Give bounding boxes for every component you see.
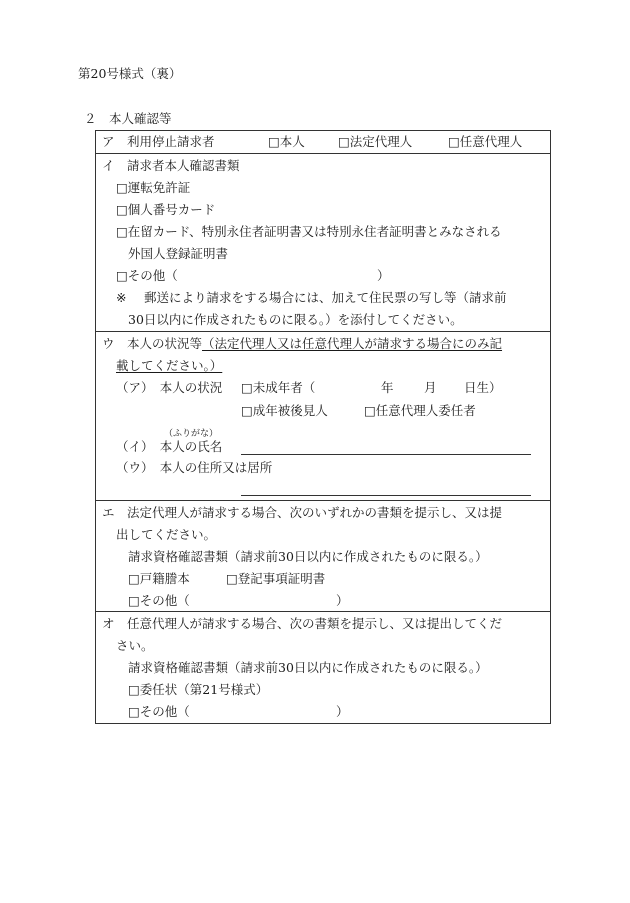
section-e bbox=[96, 500, 550, 608]
section-o-line1: オ 任意代理人が請求する場合、次の書類を提示し、又は提出してくだ bbox=[102, 616, 503, 631]
form-number: 第20号様式（裏） bbox=[78, 66, 182, 81]
checkbox-family-register[interactable]: □戸籍謄本 bbox=[128, 571, 190, 586]
section-o-line2: さい。 bbox=[116, 638, 154, 653]
section-e-line1: エ 法定代理人が請求する場合、次のいずれかの書類を提示し、又は提 bbox=[102, 505, 503, 520]
checkbox-my-number-card[interactable]: □個人番号カード bbox=[116, 202, 216, 217]
checkbox-principal[interactable]: □本人 bbox=[268, 134, 305, 149]
section-o-docs-title: 請求資格確認書類（請求前30日以内に作成されたものに限る。） bbox=[128, 660, 488, 675]
section-u-title: ウ 本人の状況等 bbox=[102, 336, 203, 351]
section-heading: ２ 本人確認等 bbox=[84, 111, 172, 126]
mail-note-line1: 郵送により請求をする場合には、加えて住民票の写し等（請求前 bbox=[144, 290, 507, 305]
address-field-line[interactable] bbox=[241, 495, 531, 496]
furigana-label: （ふりがな） bbox=[164, 429, 219, 439]
address-label: （ウ） 本人の住所又は居所 bbox=[116, 460, 273, 475]
section-i-title: イ 請求者本人確認書類 bbox=[102, 158, 240, 173]
birth-month-unit: 月 bbox=[424, 380, 437, 395]
checkbox-legal-agent[interactable]: □法定代理人 bbox=[338, 134, 413, 149]
section-e-docs-title: 請求資格確認書類（請求前30日以内に作成されたものに限る。） bbox=[128, 549, 488, 564]
name-label: （イ） 本人の氏名 bbox=[116, 439, 223, 454]
note-mark: ※ bbox=[116, 290, 127, 305]
section-e-line2: 出してください。 bbox=[116, 527, 217, 542]
other-doc-e-close: ） bbox=[336, 593, 349, 608]
checkbox-adult-ward[interactable]: □成年被後見人 bbox=[241, 403, 328, 418]
status-label: （ア） 本人の状況 bbox=[116, 380, 223, 395]
section-u bbox=[96, 331, 550, 475]
section-u-title-line1 bbox=[102, 336, 502, 352]
birth-year-unit: 年 bbox=[381, 380, 394, 395]
section-u-condition-2: 載してください。） bbox=[116, 358, 223, 373]
checkbox-other-id[interactable]: □その他（ bbox=[116, 268, 178, 283]
checkbox-other-doc-e[interactable]: □その他（ bbox=[128, 593, 190, 608]
checkbox-voluntary-agent[interactable]: □任意代理人 bbox=[448, 134, 523, 149]
checkbox-drivers-license[interactable]: □運転免許証 bbox=[116, 180, 191, 195]
other-doc-o-close: ） bbox=[336, 704, 349, 719]
checkbox-minor[interactable]: □未成年者（ bbox=[241, 380, 316, 395]
checkbox-other-doc-o[interactable]: □その他（ bbox=[128, 704, 190, 719]
checkbox-power-of-attorney[interactable]: □委任状（第21号様式） bbox=[128, 682, 269, 697]
section-i bbox=[96, 153, 550, 327]
checkbox-residence-card[interactable]: □在留カード、特別永住者証明書又は特別永住者証明書とみなされる bbox=[116, 224, 502, 239]
checkbox-registry-certificate[interactable]: □登記事項証明書 bbox=[226, 571, 326, 586]
other-id-close: ） bbox=[377, 268, 390, 283]
residence-card-continued: 外国人登録証明書 bbox=[128, 246, 229, 261]
name-field-line[interactable] bbox=[241, 454, 531, 455]
section-o bbox=[96, 611, 550, 719]
requester-type-label: ア 利用停止請求者 bbox=[102, 134, 215, 149]
identity-verification-table bbox=[95, 130, 551, 724]
mail-note-line2: 30日以内に作成されたものに限る。）を添付してください。 bbox=[128, 312, 463, 327]
checkbox-delegator[interactable]: □任意代理人委任者 bbox=[364, 403, 476, 418]
section-u-condition-1: （法定代理人又は任意代理人が請求する場合にのみ記 bbox=[202, 336, 503, 351]
birth-day-unit: 日生） bbox=[464, 380, 502, 395]
